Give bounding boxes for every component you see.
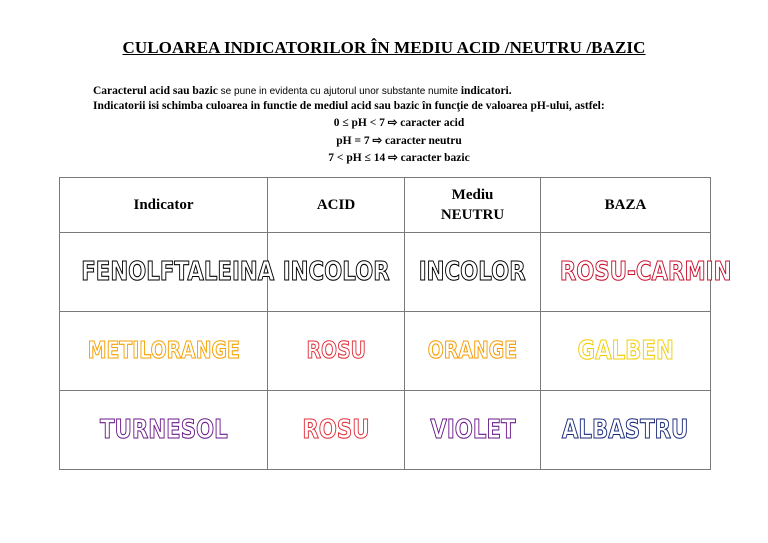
outline-text: METILORANGE	[87, 338, 240, 364]
intro-bold-end: indicatori.	[460, 85, 512, 97]
cell-neutru	[405, 312, 541, 391]
outline-text: GALBEN	[577, 336, 674, 366]
outline-text: INCOLOR	[419, 257, 526, 287]
outline-text: ORANGE	[427, 338, 518, 364]
header-neutru	[405, 178, 541, 233]
intro-bold-start: Caracterul acid sau bazic	[93, 85, 218, 97]
intro-line-1	[93, 84, 605, 99]
table-row	[60, 233, 711, 312]
ph-rule-acid: 0 ≤ pH < 7 ⇨ caracter acid	[333, 117, 465, 129]
table-header-row	[60, 178, 711, 233]
cell-neutru	[405, 391, 541, 470]
cell-acid	[268, 312, 405, 391]
ph-rules	[0, 115, 768, 168]
table-row	[60, 312, 711, 391]
outline-text: VIOLET	[429, 415, 516, 445]
ph-rule-neutral: pH = 7 ⇨ caracter neutru	[336, 134, 462, 147]
intro-text	[93, 84, 605, 114]
cell-indicator	[60, 312, 268, 391]
cell-acid	[268, 391, 405, 470]
outline-text: ROSU	[302, 415, 370, 445]
intro-line-2: Indicatorii isi schimba culoarea in functie de mediul acid sau bazic în funcţie de valoarea pH-ului, astfel:	[93, 100, 605, 112]
page-title: CULOAREA INDICATORILOR ÎN MEDIU ACID /NEUTRU /BAZIC	[122, 38, 646, 57]
cell-baza	[541, 391, 711, 470]
table-row	[60, 391, 711, 470]
ph-rule-basic: 7 < pH ≤ 14 ⇨ caracter bazic	[328, 152, 470, 164]
header-neutru-line2: NEUTRU	[440, 207, 505, 223]
header-neutru-line1: Mediu	[451, 187, 494, 203]
cell-baza	[541, 233, 732, 312]
intro-normal: se pune in evidenta cu ajutorul unor substante numite	[217, 86, 461, 97]
cell-indicator	[60, 391, 268, 470]
header-baza: BAZA	[541, 178, 711, 233]
cell-baza	[541, 312, 711, 391]
indicator-table	[59, 177, 732, 470]
cell-neutru	[405, 233, 541, 312]
outline-text: TURNESOL	[99, 415, 228, 445]
outline-text: INCOLOR	[282, 257, 390, 287]
outline-text: ROSU-CARMIN	[559, 257, 732, 287]
outline-text: FENOLFTALEINA	[81, 257, 275, 287]
cell-acid	[268, 233, 405, 312]
outline-text: ALBASTRU	[562, 415, 689, 445]
header-acid: ACID	[268, 178, 405, 233]
outline-text: ROSU	[306, 338, 366, 364]
header-indicator: Indicator	[60, 178, 268, 233]
cell-indicator	[60, 233, 275, 312]
